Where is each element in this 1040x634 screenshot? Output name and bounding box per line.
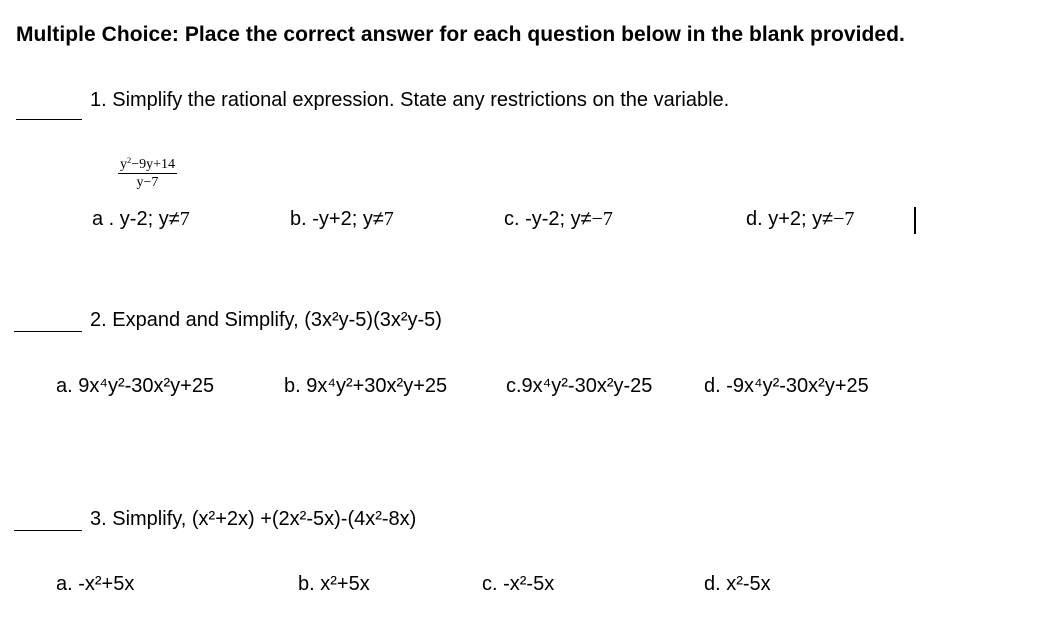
q2-choice-d: d. -9x⁴y²-30x²y+25 — [704, 375, 869, 397]
q2-choice-a: a. 9x⁴y²-30x²y+25 — [56, 375, 215, 397]
q2-choice-c: c.9x⁴y²-30x²y-25 — [506, 375, 653, 397]
not-equal-sign: ≠ — [372, 208, 384, 230]
fraction-denominator: y−7 — [136, 175, 159, 190]
question-3-prompt: 3. Simplify, (x²+2x) +(2x²-5x)-(4x²-8x) — [90, 508, 417, 530]
answer-blank-3[interactable] — [14, 530, 82, 531]
fraction-numerator: $y^2-9y+14$ — [120, 156, 175, 172]
q2-choice-b: b. 9x⁴y²+30x²y+25 — [284, 375, 448, 397]
q3-choice-d: d. x²-5x — [704, 573, 771, 595]
q3-choice-b: b. x²+5x — [298, 573, 370, 595]
q1-choice-b: b. -y+2; y≠7 — [290, 208, 394, 230]
not-equal-sign: ≠ — [580, 208, 592, 230]
not-equal-sign: ≠ — [822, 208, 834, 230]
answer-blank-1[interactable] — [16, 119, 82, 120]
page-title: Multiple Choice: Place the correct answer for each question below in the blank provided. — [16, 23, 905, 46]
question-2-prompt: 2. Expand and Simplify, (3x²y-5)(3x²y-5) — [90, 309, 442, 331]
text-cursor — [914, 207, 916, 234]
q1-choice-a: a . y-2; y≠7 — [92, 208, 190, 230]
rational-expression — [118, 156, 177, 191]
q3-choice-a: a. -x²+5x — [56, 573, 135, 595]
question-1-prompt: 1. Simplify the rational expression. State any restrictions on the variable. — [90, 89, 730, 111]
q3-choice-c: c. -x²-5x — [482, 573, 555, 595]
q1-choice-c: c. -y-2; y≠−7 — [504, 208, 613, 230]
answer-blank-2[interactable] — [14, 331, 82, 332]
not-equal-sign: ≠ — [168, 208, 180, 230]
q1-choice-d: d. y+2; y≠−7 — [746, 208, 855, 230]
